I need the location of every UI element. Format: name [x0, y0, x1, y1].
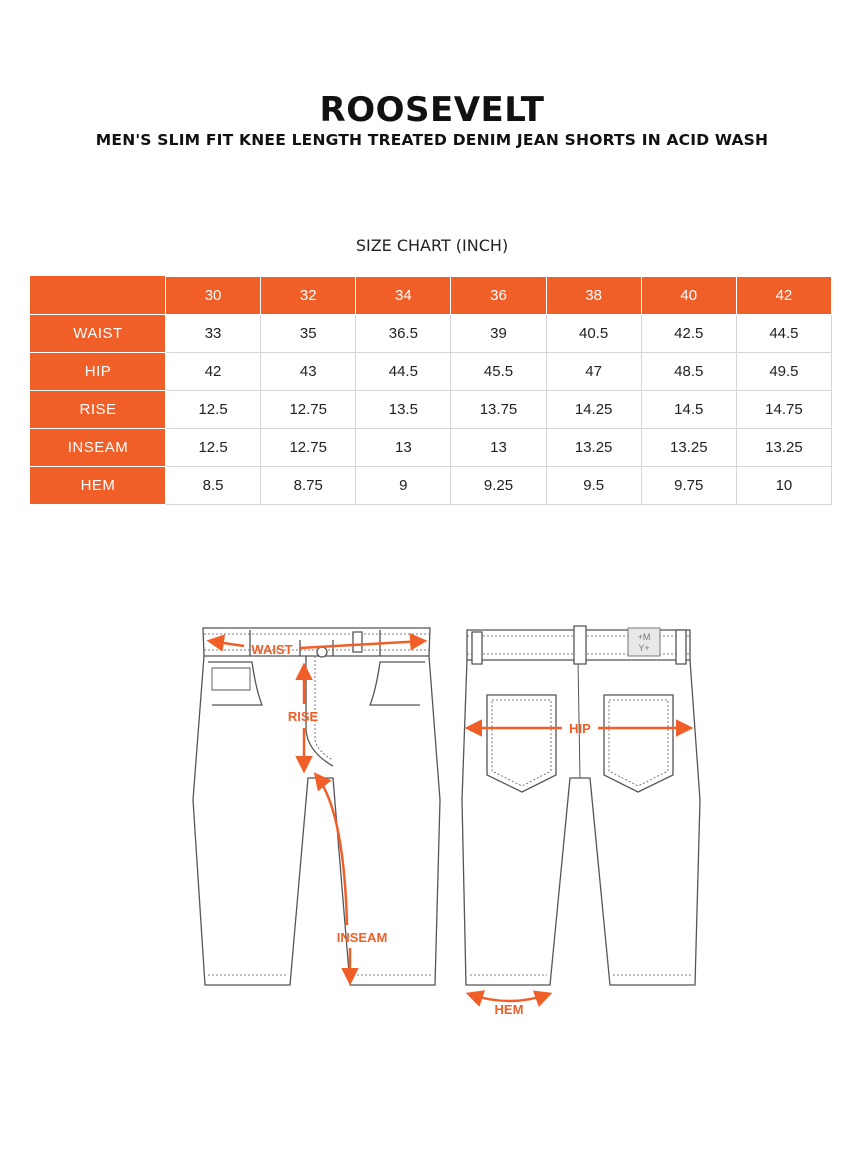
- table-cell: 49.5: [736, 353, 831, 391]
- table-cell: 33: [166, 315, 261, 353]
- table-cell: 47: [546, 353, 641, 391]
- hem-arrow: [469, 994, 549, 1001]
- size-header-cell: 42: [736, 277, 831, 315]
- table-cell: 9.25: [451, 467, 546, 505]
- table-row: [31, 429, 832, 467]
- product-subtitle: MEN'S SLIM FIT KNEE LENGTH TREATED DENIM JEAN SHORTS IN ACID WASH: [95, 131, 769, 149]
- table-cell: 12.75: [261, 391, 356, 429]
- table-cell: 13: [451, 429, 546, 467]
- table-cell: 44.5: [736, 315, 831, 353]
- table-row: [31, 467, 832, 505]
- shorts-back-view: [462, 626, 700, 985]
- table-cell: 36.5: [356, 315, 451, 353]
- brand-title: ROOSEVELT: [319, 90, 545, 130]
- size-header-cell: 36: [451, 277, 546, 315]
- row-label-waist: WAIST: [31, 315, 166, 353]
- table-cell: 9.5: [546, 467, 641, 505]
- hem-label: HEM: [494, 1002, 524, 1017]
- table-cell: 42: [166, 353, 261, 391]
- table-cell: 13: [356, 429, 451, 467]
- table-cell: 12.5: [166, 391, 261, 429]
- table-cell: 13.5: [356, 391, 451, 429]
- corner-cell: [31, 277, 166, 315]
- table-cell: 14.5: [641, 391, 736, 429]
- waist-label: WAIST: [251, 642, 293, 657]
- table-cell: 10: [736, 467, 831, 505]
- table-cell: 45.5: [451, 353, 546, 391]
- table-cell: 9: [356, 467, 451, 505]
- brand-tag-text-bottom: Y+: [638, 643, 650, 653]
- brand-tag-text-top: +M: [637, 632, 651, 642]
- size-chart-table: [30, 276, 832, 505]
- table-cell: 8.5: [166, 467, 261, 505]
- table-cell: 35: [261, 315, 356, 353]
- size-header-cell: 40: [641, 277, 736, 315]
- inseam-label: INSEAM: [336, 930, 388, 945]
- size-header-cell: 32: [261, 277, 356, 315]
- table-row: [31, 391, 832, 429]
- table-cell: 14.75: [736, 391, 831, 429]
- table-cell: 40.5: [546, 315, 641, 353]
- inseam-arrow-top: [316, 775, 347, 925]
- table-cell: 39: [451, 315, 546, 353]
- table-cell: 13.25: [736, 429, 831, 467]
- row-label-hip: HIP: [31, 353, 166, 391]
- hip-label: HIP: [569, 721, 591, 736]
- table-cell: 12.5: [166, 429, 261, 467]
- shorts-measurement-diagram: [0, 600, 864, 1040]
- table-cell: 13.25: [546, 429, 641, 467]
- size-chart-caption: SIZE CHART (INCH): [355, 236, 509, 255]
- table-cell: 9.75: [641, 467, 736, 505]
- shorts-front-view: [193, 628, 440, 985]
- table-cell: 44.5: [356, 353, 451, 391]
- table-row: [31, 315, 832, 353]
- table-cell: 48.5: [641, 353, 736, 391]
- table-cell: 42.5: [641, 315, 736, 353]
- row-label-hem: HEM: [31, 467, 166, 505]
- size-header-row: [31, 277, 832, 315]
- rise-label: RISE: [287, 709, 319, 724]
- table-cell: 8.75: [261, 467, 356, 505]
- size-header-cell: 38: [546, 277, 641, 315]
- table-cell: 14.25: [546, 391, 641, 429]
- table-cell: 13.75: [451, 391, 546, 429]
- size-header-cell: 30: [166, 277, 261, 315]
- row-label-inseam: INSEAM: [31, 429, 166, 467]
- table-cell: 13.25: [641, 429, 736, 467]
- table-cell: 12.75: [261, 429, 356, 467]
- table-cell: 43: [261, 353, 356, 391]
- row-label-rise: RISE: [31, 391, 166, 429]
- table-row: [31, 353, 832, 391]
- size-header-cell: 34: [356, 277, 451, 315]
